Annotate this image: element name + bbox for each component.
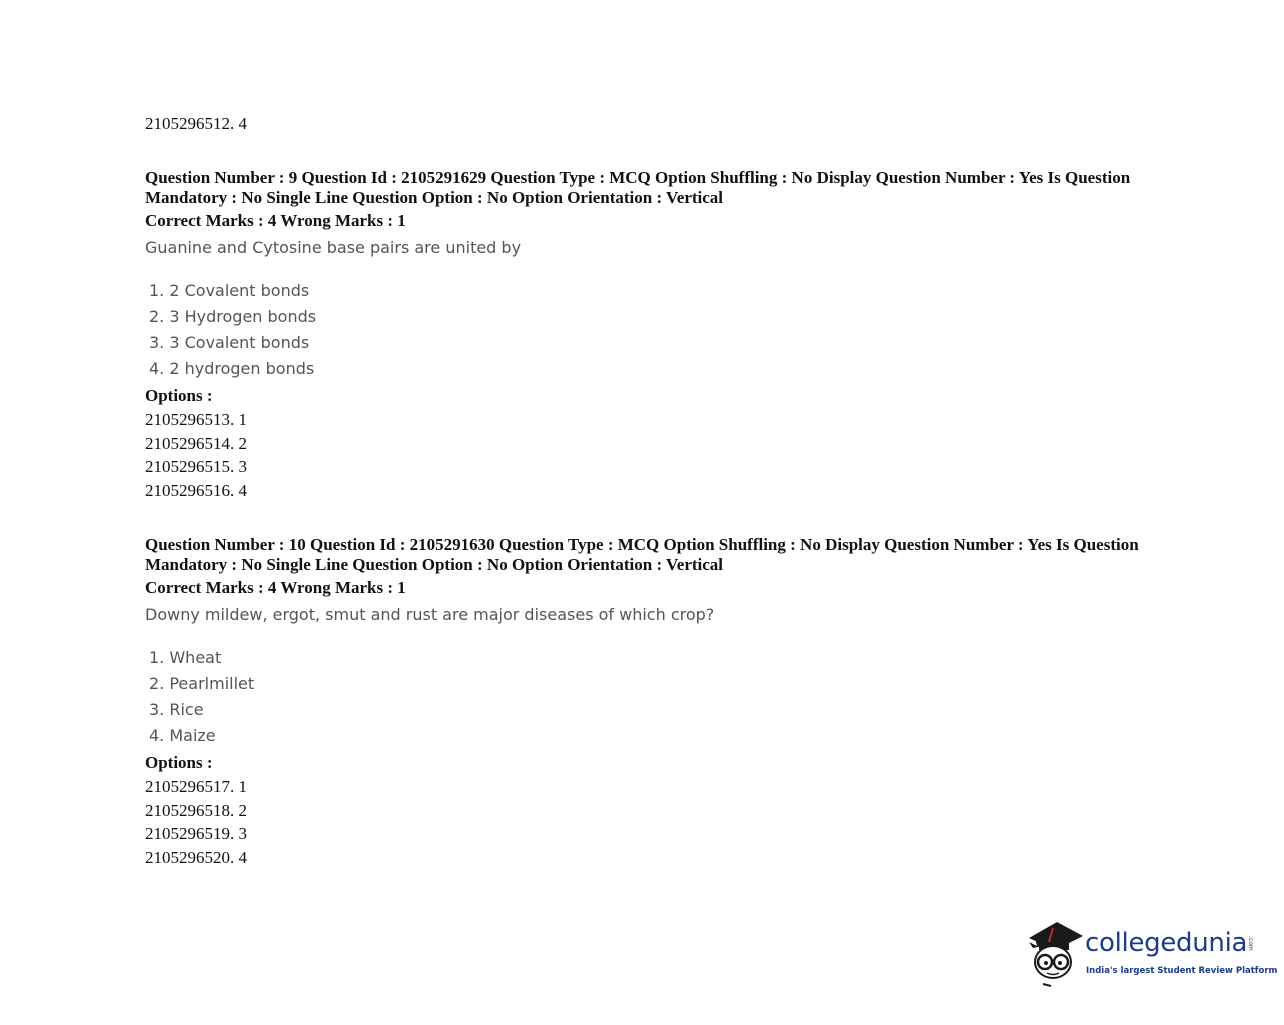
answer-choice: 4. 2 hydrogen bonds bbox=[149, 359, 315, 378]
option-id: 2105296519. 3 bbox=[145, 824, 247, 843]
answer-choice: 2. Pearlmillet bbox=[149, 674, 255, 693]
answer-choice: 4. Maize bbox=[149, 726, 216, 745]
previous-option-id: 2105296512. 4 bbox=[145, 114, 247, 133]
question-marks: Correct Marks : 4 Wrong Marks : 1 bbox=[145, 578, 406, 597]
question-marks: Correct Marks : 4 Wrong Marks : 1 bbox=[145, 211, 406, 230]
option-id: 2105296515. 3 bbox=[145, 457, 247, 476]
logo-wordmark: collegedunia bbox=[1085, 928, 1248, 958]
option-id: 2105296514. 2 bbox=[145, 434, 247, 453]
answer-choice: 1. 2 Covalent bonds bbox=[149, 281, 310, 300]
collegedunia-logo bbox=[1025, 918, 1278, 990]
option-id: 2105296517. 1 bbox=[145, 777, 247, 796]
answer-choice: 3. 3 Covalent bonds bbox=[149, 333, 310, 352]
option-id: 2105296520. 4 bbox=[145, 848, 247, 867]
question-text: Downy mildew, ergot, smut and rust are major diseases of which crop? bbox=[145, 605, 715, 624]
option-id: 2105296516. 4 bbox=[145, 481, 247, 500]
mascot-icon bbox=[1025, 918, 1085, 990]
logo-tagline: India's largest Student Review Platform bbox=[1086, 966, 1278, 976]
question-text: Guanine and Cytosine base pairs are united by bbox=[145, 238, 522, 257]
option-id: 2105296513. 1 bbox=[145, 410, 247, 429]
question-header: Question Number : 10 Question Id : 2105291630 Question Type : MCQ Option Shuffling : No Display Question Number : Yes Is Question Mandatory : No Single Line Question Option : No Option Orientation : Vertical bbox=[145, 535, 1139, 574]
options-label: Options : bbox=[145, 386, 213, 405]
options-label: Options : bbox=[145, 753, 213, 772]
question-header: Question Number : 9 Question Id : 2105291629 Question Type : MCQ Option Shuffling : No Display Question Number : Yes Is Question Mandatory : No Single Line Question Option : No Option Orientation : Vertical bbox=[145, 168, 1131, 207]
answer-choice: 3. Rice bbox=[149, 700, 204, 719]
answer-choice: 2. 3 Hydrogen bonds bbox=[149, 307, 317, 326]
option-id: 2105296518. 2 bbox=[145, 801, 247, 820]
answer-choice: 1. Wheat bbox=[149, 648, 222, 667]
logo-com: .com bbox=[1247, 936, 1254, 951]
